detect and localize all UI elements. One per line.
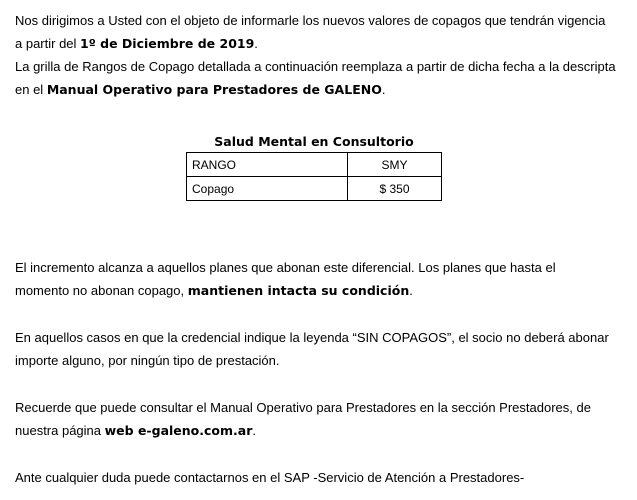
manual-line-2-pre: nuestra página — [15, 423, 105, 438]
intro-line-1: Nos dirigimos a Usted con el objeto de informarle los nuevos valores de copagos que tendrán vigencia — [15, 13, 606, 28]
sin-copagos-line-2: importe alguno, por ningún tipo de prestación. — [15, 353, 280, 368]
intro-line-2-post: . — [254, 36, 258, 51]
sin-copagos-line-1: En aquellos casos en que la credencial indique la leyenda “SIN COPAGOS”, el socio no deberá abonar — [15, 330, 609, 345]
condition-emphasis: mantienen intacta su condición — [187, 283, 410, 298]
copago-table-block — [186, 132, 442, 201]
table-row — [187, 177, 442, 201]
contact-paragraph — [15, 466, 625, 489]
table-caption: Salud Mental en Consultorio — [214, 134, 414, 149]
intro-line-4-pre: en el — [15, 82, 47, 97]
intro-line-3: La grilla de Rangos de Copago detallada a continuación reemplaza a partir de dicha fecha a la descripta — [15, 59, 616, 74]
sin-copagos-paragraph — [15, 326, 625, 372]
increment-line-2-post: . — [409, 283, 413, 298]
increment-line-2 — [15, 279, 625, 302]
manual-paragraph — [15, 396, 625, 442]
manual-line-2-post: . — [252, 423, 256, 438]
manual-line-2 — [15, 419, 625, 442]
copago-table — [186, 152, 442, 201]
increment-paragraph — [15, 256, 625, 302]
manual-name: Manual Operativo para Prestadores de GALENO — [46, 82, 382, 97]
website-link[interactable]: web e-galeno.com.ar — [104, 423, 253, 438]
table-cell-copago-label: Copago — [187, 177, 348, 201]
table-cell-copago-value: $ 350 — [348, 177, 442, 201]
intro-line-4 — [15, 78, 625, 101]
manual-line-1: Recuerde que puede consultar el Manual Operativo para Prestadores en la sección Prestadores, de — [15, 400, 591, 415]
intro-paragraph — [15, 9, 625, 101]
contact-line-1: Ante cualquier duda puede contactarnos en el SAP -Servicio de Atención a Prestadores- — [15, 470, 525, 485]
intro-line-2-pre: a partir del — [15, 36, 81, 51]
table-header-smy: SMY — [348, 153, 442, 177]
increment-line-1: El incremento alcanza a aquellos planes que abonan este diferencial. Los planes que hasta el — [15, 260, 556, 275]
intro-line-2 — [15, 32, 625, 55]
effective-date: 1º de Diciembre de 2019 — [80, 36, 255, 51]
table-header-rango: RANGO — [187, 153, 348, 177]
table-header-row — [187, 153, 442, 177]
increment-line-2-pre: momento no abonan copago, — [15, 283, 188, 298]
intro-line-4-post: . — [381, 82, 386, 97]
